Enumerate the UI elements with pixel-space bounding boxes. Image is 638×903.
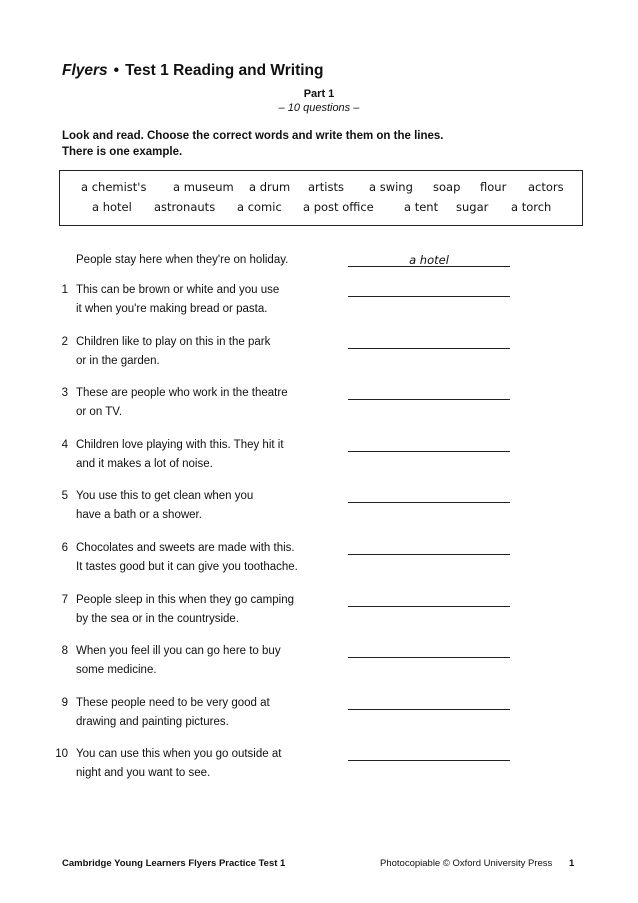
word-comic: a comic xyxy=(237,200,282,214)
question-row xyxy=(50,748,520,788)
question-row xyxy=(50,284,520,324)
question-text-line-1: This can be brown or white and you use xyxy=(76,284,280,296)
example-answer: a hotel xyxy=(409,253,449,267)
test-title: Test 1 Reading and Writing xyxy=(125,62,324,79)
question-count: – 10 questions – xyxy=(278,102,360,114)
question-row xyxy=(50,542,520,582)
question-number: 9 xyxy=(61,697,68,709)
answer-line[interactable] xyxy=(348,296,510,297)
series-name: Flyers xyxy=(62,62,108,79)
answer-line[interactable] xyxy=(348,709,510,710)
word-box-row-1 xyxy=(60,180,582,198)
question-text-line-2: by the sea or in the countryside. xyxy=(76,613,240,625)
question-number: 4 xyxy=(61,439,68,451)
question-text-line-1: People sleep in this when they go camping xyxy=(76,594,295,606)
word-torch: a torch xyxy=(511,200,552,214)
word-swing: a swing xyxy=(369,180,413,194)
answer-line[interactable] xyxy=(348,657,510,658)
word-drum: a drum xyxy=(249,180,291,194)
question-text-line-2: it when you're making bread or pasta. xyxy=(76,303,268,315)
question-row xyxy=(50,439,520,479)
question-text-line-2: some medicine. xyxy=(76,664,157,676)
part-label: Part 1 xyxy=(303,88,335,100)
question-number: 8 xyxy=(61,645,68,657)
question-row xyxy=(50,645,520,685)
question-text-line-1: Children like to play on this in the park xyxy=(76,336,271,348)
example-text: People stay here when they're on holiday. xyxy=(76,254,289,266)
footer-test-name: Cambridge Young Learners Flyers Practice Test 1 xyxy=(62,858,286,869)
word-artists: artists xyxy=(308,180,344,194)
question-number: 10 xyxy=(55,748,68,760)
question-number: 5 xyxy=(61,490,68,502)
instructions xyxy=(62,128,582,160)
question-text-line-1: Chocolates and sweets are made with this. xyxy=(76,542,295,554)
question-row xyxy=(50,490,520,530)
word-soap: soap xyxy=(433,180,461,194)
question-number: 7 xyxy=(61,594,68,606)
question-number: 3 xyxy=(61,387,68,399)
instructions-line-2: There is one example. xyxy=(62,146,183,158)
answer-line[interactable] xyxy=(348,399,510,400)
question-row xyxy=(50,697,520,737)
question-number: 2 xyxy=(61,336,68,348)
word-astronauts: astronauts xyxy=(154,200,216,214)
footer-copyright: Photocopiable © Oxford University Press xyxy=(380,858,553,869)
answer-line[interactable] xyxy=(348,451,510,452)
question-number: 1 xyxy=(61,284,68,296)
question-text-line-2: or on TV. xyxy=(76,406,123,418)
word-actors: actors xyxy=(528,180,564,194)
answer-line[interactable] xyxy=(348,606,510,607)
word-post-office: a post office xyxy=(303,200,374,214)
word-box-row-2 xyxy=(60,200,582,218)
instructions-line-1: Look and read. Choose the correct words and write them on the lines. xyxy=(62,130,444,142)
question-row xyxy=(50,594,520,634)
question-text-line-1: You can use this when you go outside at xyxy=(76,748,282,760)
question-text-line-1: When you feel ill you can go here to buy xyxy=(76,645,281,657)
word-flour: flour xyxy=(480,180,507,194)
word-museum: a museum xyxy=(173,180,234,194)
question-row xyxy=(50,336,520,376)
word-box xyxy=(59,170,583,226)
question-text-line-2: and it makes a lot of noise. xyxy=(76,458,213,470)
question-text-line-2: It tastes good but it can give you toothache. xyxy=(76,561,298,573)
answer-line[interactable] xyxy=(348,760,510,761)
question-text-line-1: These people need to be very good at xyxy=(76,697,270,709)
answer-line[interactable] xyxy=(348,554,510,555)
question-text-line-2: or in the garden. xyxy=(76,355,160,367)
word-chemists: a chemist's xyxy=(81,180,147,194)
question-text-line-1: You use this to get clean when you xyxy=(76,490,254,502)
question-text-line-1: Children love playing with this. They hit it xyxy=(76,439,284,451)
header-bullet: • xyxy=(113,62,120,79)
question-text-line-2: night and you want to see. xyxy=(76,767,211,779)
question-text-line-2: drawing and painting pictures. xyxy=(76,716,229,728)
page-number: 1 xyxy=(569,858,575,869)
test-header xyxy=(62,62,323,80)
word-sugar: sugar xyxy=(456,200,489,214)
answer-line[interactable] xyxy=(348,348,510,349)
word-hotel: a hotel xyxy=(92,200,132,214)
word-tent: a tent xyxy=(404,200,439,214)
question-text-line-2: have a bath or a shower. xyxy=(76,509,202,521)
answer-line[interactable] xyxy=(348,502,510,503)
question-number: 6 xyxy=(61,542,68,554)
question-text-line-1: These are people who work in the theatre xyxy=(76,387,288,399)
question-row xyxy=(50,387,520,427)
